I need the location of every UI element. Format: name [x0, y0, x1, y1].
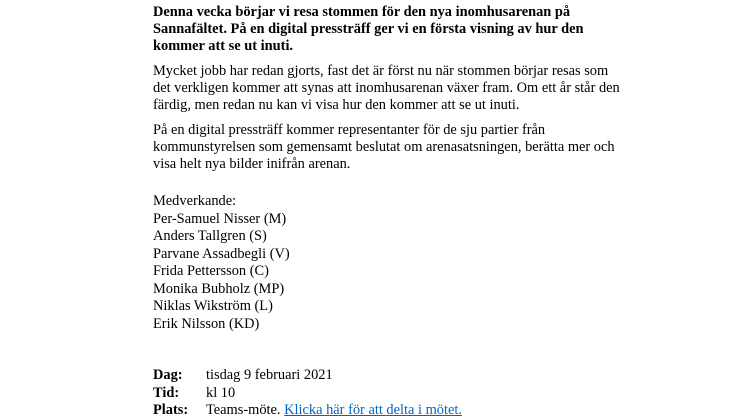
lead-paragraph: Denna vecka börjar vi resa stommen för den nya inomhusarenan på Sannafältet. På en digital pressträff ger vi en första visning av hur den kommer att se ut inuti. [153, 4, 584, 54]
participant-item: Erik Nilsson (KD) [153, 315, 260, 332]
place-label: Plats: [153, 402, 189, 418]
time-label: Tid: [153, 384, 180, 401]
participant-item: Anders Tallgren (S) [153, 228, 267, 244]
participants-list [153, 193, 623, 333]
join-meeting-link[interactable]: Klicka här för att delta i mötet. [284, 402, 462, 418]
place-value [206, 402, 462, 420]
participant-item: Monika Bubholz (MP) [153, 280, 285, 297]
date-value: tisdag 9 februari 2021 [206, 367, 333, 383]
participant-item: Niklas Wikström (L) [153, 298, 273, 314]
participant-item: Frida Pettersson (C) [153, 263, 269, 279]
date-label: Dag: [153, 367, 183, 383]
time-row [153, 385, 623, 403]
participant-item: Per-Samuel Nisser (M) [153, 210, 287, 227]
participants-heading: Medverkande: [153, 193, 237, 209]
event-details [153, 367, 623, 420]
time-value: kl 10 [206, 384, 236, 401]
press-release [153, 4, 623, 420]
place-row [153, 402, 623, 420]
body-paragraph-2: På en digital pressträff kommer representanter för de sju partier från kommunstyrelsen som gemensamt beslutat om arenasatsningen, berätta mer och visa helt nya bilder inifrån arenan. [153, 122, 615, 172]
place-text: Teams-möte. [206, 402, 281, 418]
date-row [153, 367, 623, 385]
body-paragraph-1: Mycket jobb har redan gjorts, fast det är först nu när stommen börjar resas som det verkligen kommer att synas att inomhusarenan växer fram. Om ett år står den färdig, men redan nu kan vi visa hur den kommer att se ut inuti. [153, 63, 620, 113]
participant-item: Parvane Assadbegli (V) [153, 245, 290, 262]
